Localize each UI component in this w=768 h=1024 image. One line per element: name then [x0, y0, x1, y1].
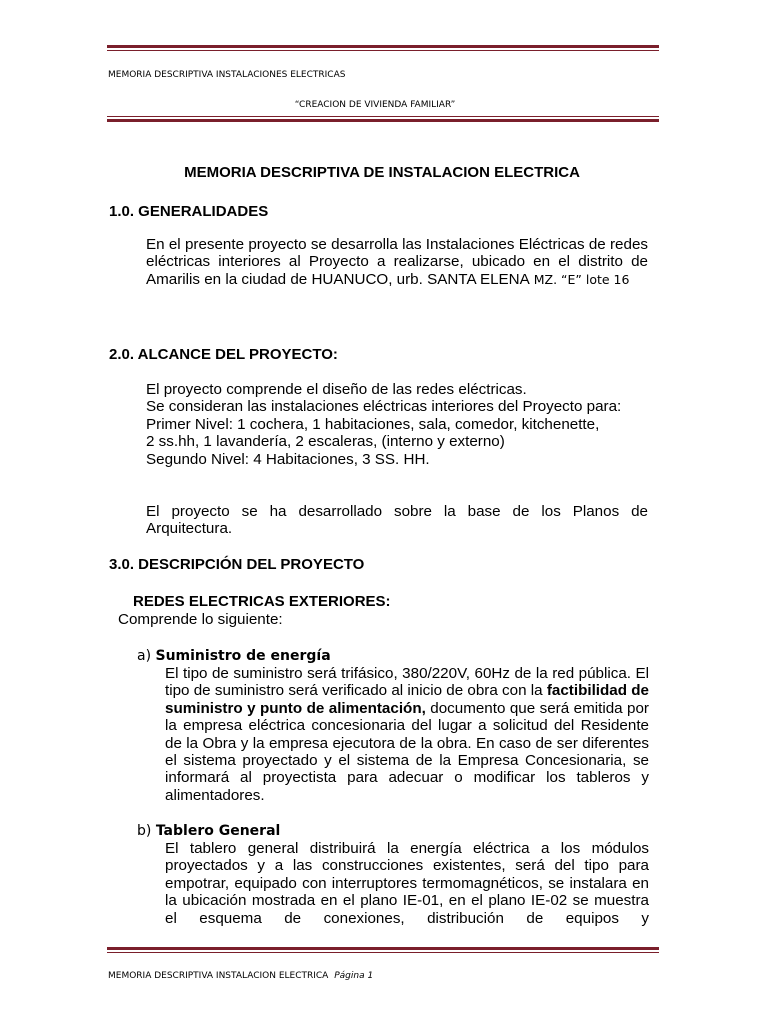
section-2-closing: El proyecto se ha desarrollado sobre la base de los Planos de Arquitectura. — [146, 503, 648, 538]
section-2-line: Primer Nivel: 1 cochera, 1 habitaciones, sala, comedor, kitchenette, — [146, 415, 600, 433]
section-2-line: 2 ss.hh, 1 lavandería, 2 escaleras, (interno y externo) — [146, 433, 505, 451]
section-3-subheading: REDES ELECTRICAS EXTERIORES: — [133, 593, 391, 610]
header-doc-label: MEMORIA DESCRIPTIVA INSTALACIONES ELECTRICAS — [108, 70, 346, 80]
document-title — [0, 164, 768, 181]
item-a-title: Suministro de energía — [155, 648, 331, 664]
section-1-paragraph — [146, 236, 648, 288]
header-project-title — [0, 100, 768, 110]
footer-page-word: Página — [334, 971, 365, 981]
footer-label — [108, 971, 373, 981]
item-a-text-2: documento que será emitida por la empresa eléctrica concesionaria del lugar a solicitud del Residente de la Obra y la empresa ejecutora de la obra. En caso de ser diferentes el sistema proyectado y el sistema de la Empresa Concesionaria, se informará al proyectista para adecuar o modificar los tableros y alimentadores. — [165, 699, 649, 804]
item-b-label — [137, 823, 280, 839]
item-a-text-1: El tipo de suministro será trifásico, 380/220V, 60Hz de la red pública. El tipo de suministro será verificado al inicio de obra con la — [165, 665, 649, 700]
item-a-text — [165, 665, 649, 804]
document-title-text: MEMORIA DESCRIPTIVA DE INSTALACION ELECTRICA — [184, 164, 580, 181]
section-2-line: Segundo Nivel: 4 Habitaciones, 3 SS. HH. — [146, 450, 430, 468]
footer-page-number: 1 — [367, 971, 374, 981]
item-a-label — [137, 648, 331, 664]
section-1-heading: 1.0. GENERALIDADES — [109, 203, 269, 220]
section-2-line: El proyecto comprende el diseño de las redes eléctricas. — [146, 381, 527, 398]
section-2-line: Se consideran las instalaciones eléctricas interiores del Proyecto para: — [146, 398, 622, 416]
item-a-marker: a) — [137, 648, 156, 664]
footer-rule — [107, 947, 659, 953]
section-2-heading: 2.0. ALCANCE DEL PROYECTO: — [109, 346, 338, 363]
section-3-intro: Comprende lo siguiente: — [118, 611, 283, 628]
header-top-rule — [107, 45, 659, 51]
header-bottom-rule — [107, 116, 659, 122]
item-a-text-bold: factibilidad de suministro y punto de alimentación, — [165, 682, 649, 717]
item-b-marker: b) — [137, 823, 156, 839]
item-b-text: El tablero general distribuirá la energía eléctrica a los módulos proyectados y a las construcciones existentes, será del tipo para empotrar, equipado con interruptores termomagnéticos, se instalara en la ubicación mostrada en el plano IE-01, en el plano IE-02 se muestra el esquema de conexiones, distribución de equipos y — [165, 840, 649, 927]
section-2-scope-block — [146, 381, 648, 468]
footer-doc-label: MEMORIA DESCRIPTIVA INSTALACION ELECTRICA — [108, 971, 329, 981]
section-3-heading: 3.0. DESCRIPCIÓN DEL PROYECTO — [109, 556, 365, 573]
section-1-paragraph-tail: MZ. “E” lote 16 — [529, 271, 630, 287]
header-project-title-text: “CREACION DE VIVIENDA FAMILIAR” — [294, 100, 456, 110]
item-b-title: Tablero General — [155, 823, 281, 839]
section-1-paragraph-main: En el presente proyecto se desarrolla las Instalaciones Eléctricas de redes eléctricas interiores al Proyecto a realizarse, ubicado en el distrito de Amarilis en la ciudad de HUANUCO, urb. SANTA ELENA — [146, 236, 648, 288]
